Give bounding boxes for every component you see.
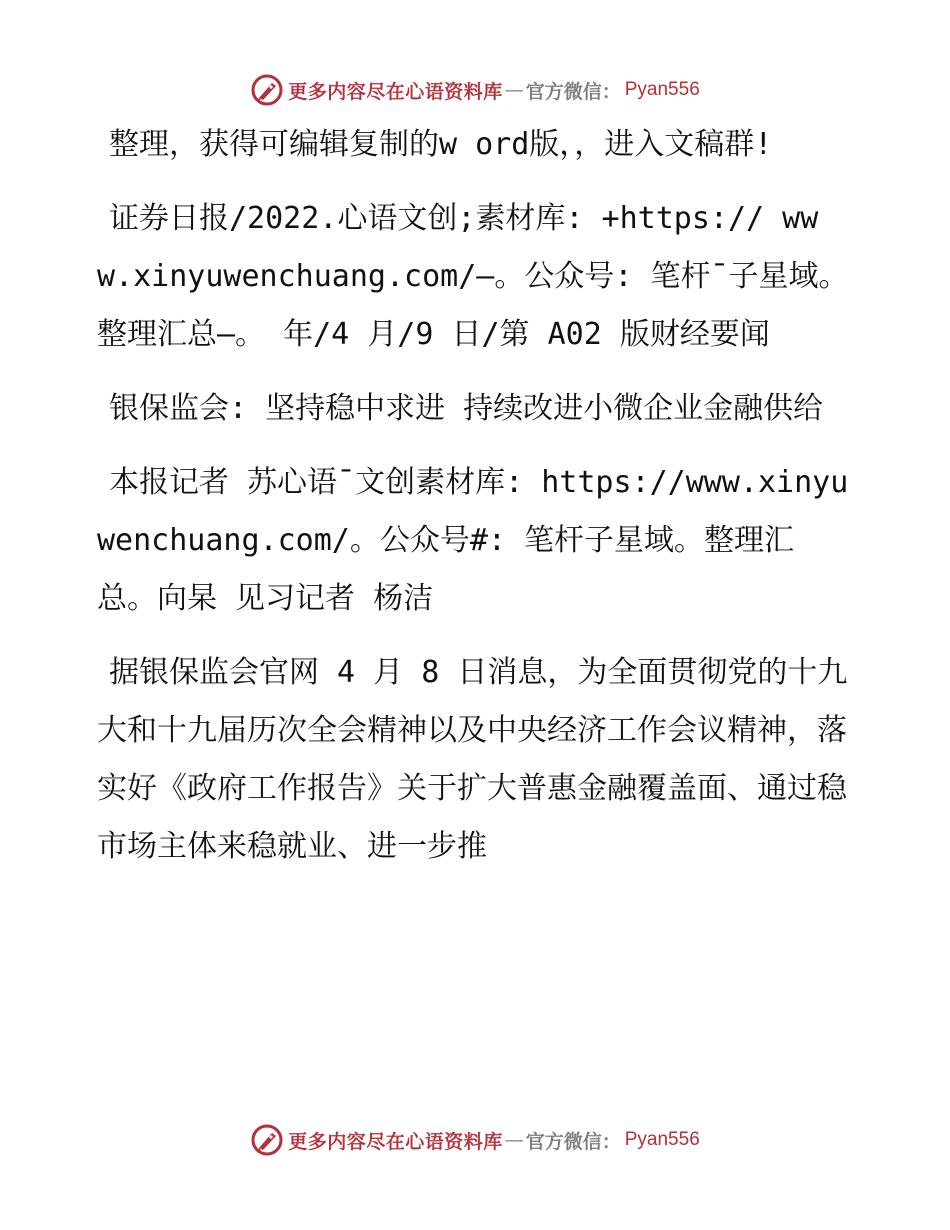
banner-wechat-id: Pyan556 <box>624 1129 700 1150</box>
paragraph-intro: 整理，获得可编辑复制的w ord版，，进入文稿群! <box>109 127 773 162</box>
header-banner <box>0 70 950 110</box>
paragraph-body: 据银保监会官网 4 月 8 日消息，为全面贯彻党的十九大和十九届历次全会精神以及中央经济工作会议精神，落实好《政府工作报告》关于扩大普惠金融覆盖面、通过稳市场主体来稳就业、进一步推 <box>97 655 848 864</box>
document-body <box>97 116 852 876</box>
pen-nib-seal-icon <box>250 73 284 107</box>
article-headline: 银保监会: 坚持稳中求进 持续改进小微企业金融供给 <box>109 391 824 426</box>
banner-official-label: 官方微信： <box>525 80 621 103</box>
banner-text: 更多内容尽在心语资料库 <box>288 1130 503 1153</box>
paragraph-byline: 本报记者 苏心语¯文创素材库: https://www.xinyuwenchuang.com/。公众号#: 笔杆子星域。整理汇总。向杲 见习记者 杨洁 <box>97 465 849 616</box>
banner-wechat-id: Pyan556 <box>624 79 700 100</box>
banner-official-label: 官方微信： <box>525 1130 621 1153</box>
banner-dash: — <box>504 79 524 101</box>
banner-dash: — <box>504 1129 524 1151</box>
paragraph-source: 证券日报/2022.心语文创;素材库: +https:// www.xinyuwenchuang.com/—。公众号: 笔杆¯子星域。整理汇总—。 年/4 月/9 日/第 A02 版财经要闻 <box>97 201 849 352</box>
pen-nib-seal-icon <box>250 1123 284 1157</box>
footer-banner <box>0 1120 950 1160</box>
banner-text: 更多内容尽在心语资料库 <box>288 80 503 103</box>
